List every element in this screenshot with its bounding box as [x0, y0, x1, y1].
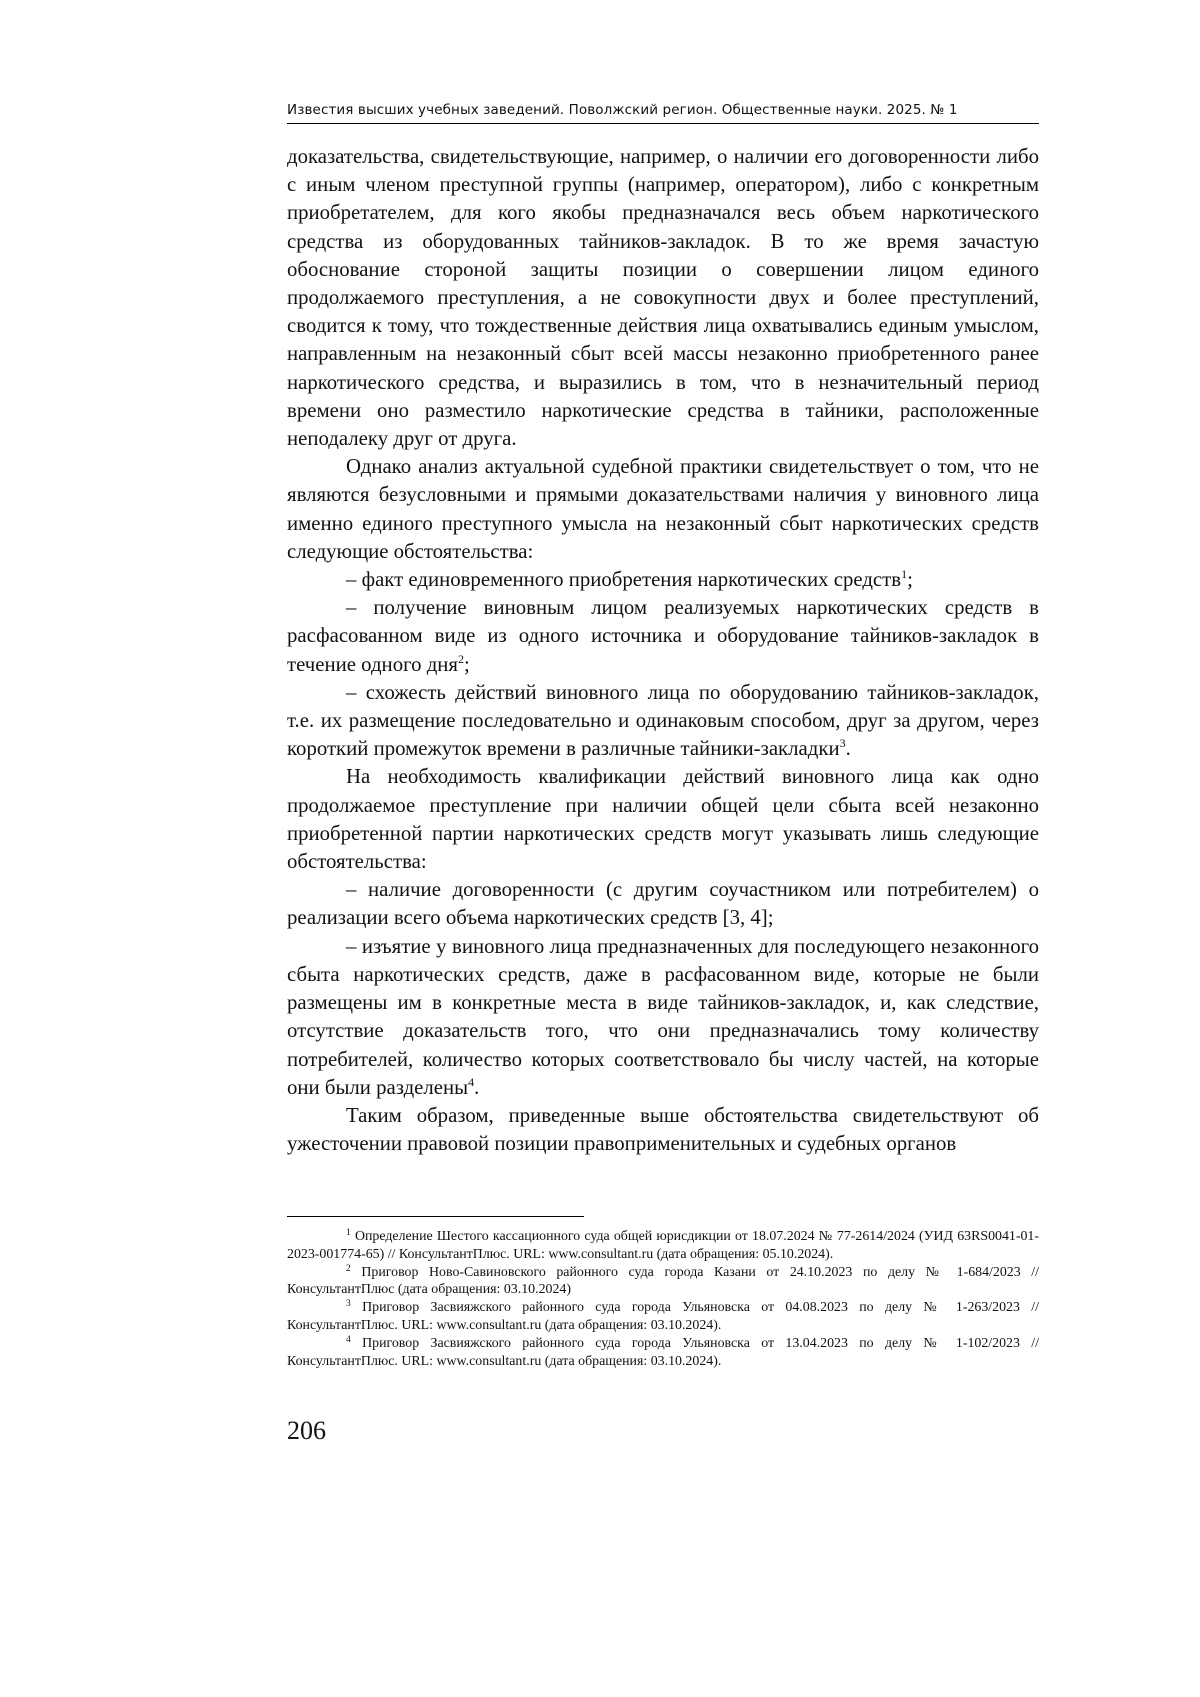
list-item: – факт единовременного приобретения наркотических средств$^1$; — [346, 567, 913, 592]
footnotes — [287, 1228, 1039, 1370]
footnote-number: 2 — [346, 1263, 351, 1274]
footnote: $^4$ Приговор Засвияжского районного суда города Ульяновска от 13.04.2023 по делу № 1-102/2023 // КонсультантПлюс. URL: www.consultant.ru (дата обращения: 03.10.2024). — [287, 1334, 1039, 1369]
paragraph: доказательства, свидетельствующие, например, о наличии его договоренности либо с иным членом преступной группы (например, оператором), либо с конкретным приобретателем, для кого якобы предназначался весь объем наркотического средства из оборудованных тайников-закладок. В то же время зачастую обоснование стороной защиты позиции о совершении лицом единого продолжаемого преступления, а не совокупности двух и более преступлений, сводится к тому, что тождественные действия лица охватывались единым умыслом, направленным на незаконный сбыт всей массы незаконно приобретенного ранее наркотического средства, и выразились в том, что в незначительный период времени оно разместило наркотические средства в тайники, расположенные неподалеку друг от друга. — [287, 145, 1039, 451]
footnote-separator — [287, 1216, 584, 1217]
list-item: – наличие договоренности (с другим соучастником или потребителем) о реализации всего объема наркотических средств [3, 4]; — [287, 878, 1039, 930]
paragraph: Таким образом, приведенные выше обстоятельства свидетельствуют об ужесточении правовой позиции правоприменительных и судебных органов — [287, 1103, 1039, 1156]
footnote-ref[interactable]: 2 — [457, 651, 464, 666]
footnote: $^3$ Приговор Засвияжского районного суда города Ульяновска от 04.08.2023 по делу № 1-263/2023 // КонсультантПлюс. URL: www.consultant.ru (дата обращения: 03.10.2024). — [287, 1299, 1039, 1333]
footnote-ref[interactable]: 4 — [468, 1074, 475, 1089]
paragraph: Однако анализ актуальной судебной практики свидетельствует о том, что не являются безусловными и прямыми доказательствами наличия у виновного лица именно единого преступного умысла на незаконный сбыт наркотических средств следующие обстоятельства: — [287, 455, 1039, 563]
footnote-number: 4 — [346, 1334, 351, 1345]
list-item: – изъятие у виновного лица предназначенных для последующего незаконного сбыта наркотических средств, даже в расфасованном виде, которые не были размещены им в конкретные места в виде тайников-закладок, и, как следствие, отсутствие доказательств того, что они предназначались тому количеству потребителей, количество которых соответствовало бы числу частей, на которые они были разделены$^4$. — [287, 934, 1039, 1099]
running-header: Известия высших учебных заведений. Поволжский регион. Общественные науки. 2025. № 1 — [287, 102, 1039, 124]
paragraph: На необходимость квалификации действий виновного лица как одно продолжаемое преступление при наличии общей цели сбыта всей незаконно приобретенной партии наркотических средств могут указывать лишь следующие обстоятельства: — [287, 765, 1039, 874]
footnote: $^2$ Приговор Ново-Савиновского районного суда города Казани от 24.10.2023 по делу № 1-684/2023 // КонсультантПлюс (дата обращения: 03.10.2024) — [287, 1263, 1039, 1298]
list-item: – схожесть действий виновного лица по оборудованию тайников-закладок, т.е. их размещение последовательно и одинаковым способом, друг за другом, через короткий промежуток времени в различные тайники-закладки$^3$. — [287, 680, 1039, 761]
page-number: 206 — [287, 1416, 326, 1445]
footnote-number: 3 — [346, 1299, 351, 1310]
footnote: $^1$ Определение Шестого кассационного суда общей юрисдикции от 18.07.2024 № 77-2614/2024 (УИД 63RS0041-01-2023-001774-65) // КонсультантПлюс. URL: www.consultant.ru (дата обращения: 05.10.2024). — [287, 1228, 1039, 1262]
footnote-ref[interactable]: 3 — [839, 736, 846, 751]
footnote-number: 1 — [346, 1228, 351, 1238]
footnote-ref[interactable]: 1 — [901, 567, 908, 582]
list-item: – получение виновным лицом реализуемых наркотических средств в расфасованном виде из одного источника и оборудование тайников-закладок в течение одного дня$^2$; — [287, 596, 1039, 676]
article-body — [287, 143, 1039, 1158]
